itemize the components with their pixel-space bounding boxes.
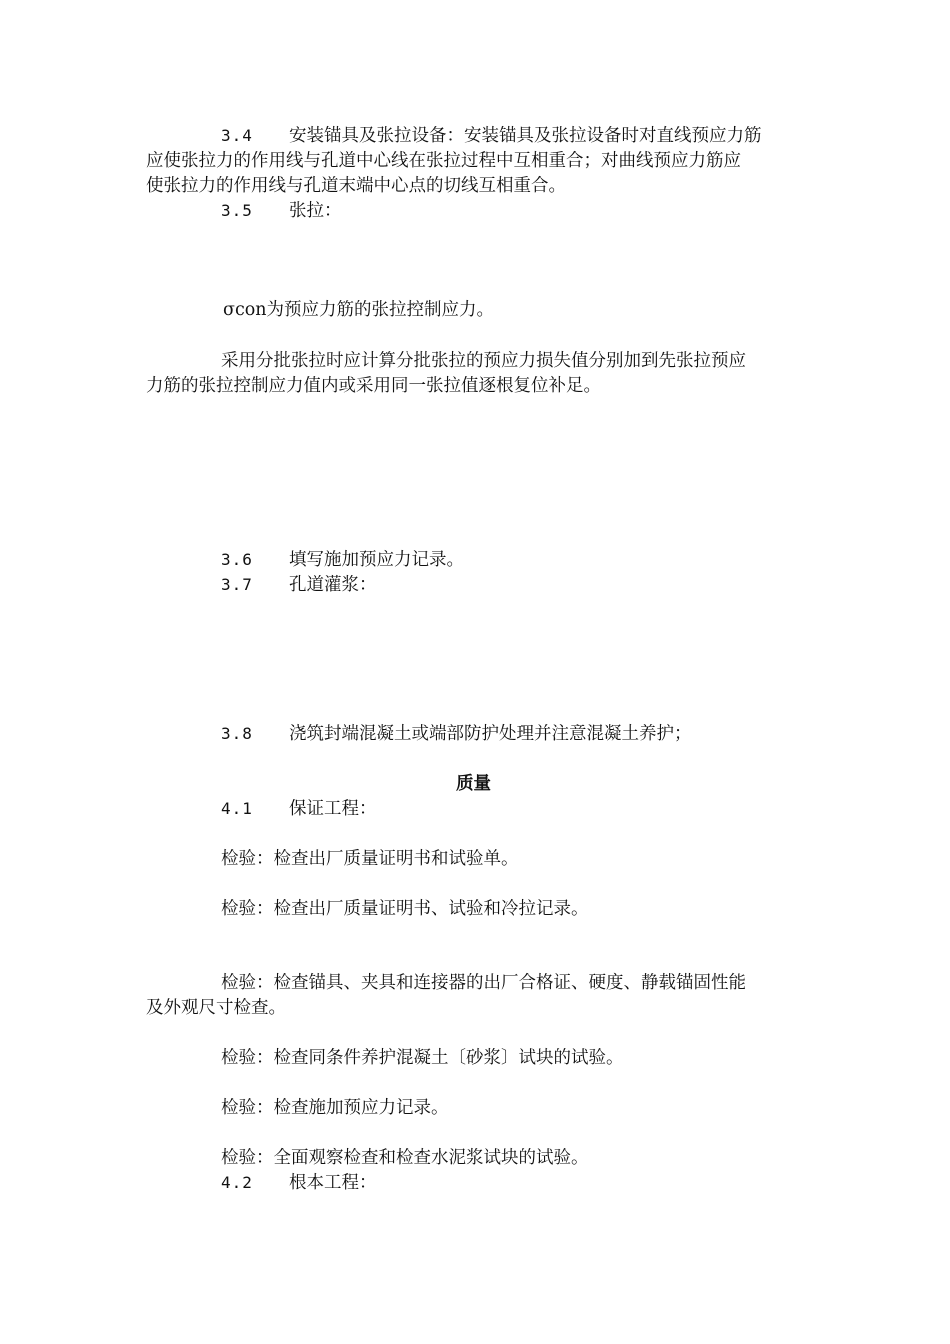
check-6: 检验：全面观察检查和检查水泥浆试块的试验。 <box>221 1148 589 1168</box>
item-3-4-line-1: 安装锚具及张拉设备：安装锚具及张拉设备时对直线预应力筋 <box>289 126 762 146</box>
item-number-3-4: 3.4 <box>221 126 253 145</box>
batch-tension-line-2: 力筋的张拉控制应力值内或采用同一张拉值逐根复位补足。 <box>146 376 601 396</box>
item-number-3-5: 3.5 <box>221 201 253 220</box>
item-3-8-text: 浇筑封端混凝土或端部防护处理并注意混凝土养护； <box>289 724 692 744</box>
item-number-4-1: 4.1 <box>221 799 253 818</box>
item-number-3-6: 3.6 <box>221 550 253 569</box>
check-5: 检验：检查施加预应力记录。 <box>221 1098 449 1118</box>
check-2: 检验：检查出厂质量证明书、试验和冷拉记录。 <box>221 899 589 919</box>
item-3-4-line-2: 应使张拉力的作用线与孔道中心线在张拉过程中互相重合；对曲线预应力筋应 <box>146 151 741 171</box>
item-number-3-7: 3.7 <box>221 575 253 594</box>
item-4-2-text: 根本工程： <box>289 1173 377 1193</box>
item-3-6-text: 填写施加预应力记录。 <box>289 550 464 570</box>
sigma-con-definition: σcon为预应力筋的张拉控制应力。 <box>223 300 495 320</box>
item-3-5-text: 张拉： <box>289 201 342 221</box>
item-number-4-2: 4.2 <box>221 1173 253 1192</box>
item-number-3-8: 3.8 <box>221 724 253 743</box>
item-4-1-text: 保证工程： <box>289 799 377 819</box>
check-1: 检验：检查出厂质量证明书和试验单。 <box>221 849 519 869</box>
check-3-line-1: 检验：检查锚具、夹具和连接器的出厂合格证、硬度、静载锚固性能 <box>221 973 746 993</box>
check-3-line-2: 及外观尺寸检查。 <box>146 998 286 1018</box>
item-3-4-line-3: 使张拉力的作用线与孔道末端中心点的切线互相重合。 <box>146 176 566 196</box>
batch-tension-line-1: 采用分批张拉时应计算分批张拉的预应力损失值分别加到先张拉预应 <box>221 351 746 371</box>
item-3-7-text: 孔道灌浆： <box>289 575 377 595</box>
section-heading-quality: 质量 <box>456 774 491 794</box>
check-4: 检验：检查同条件养护混凝土〔砂浆〕试块的试验。 <box>221 1048 624 1068</box>
